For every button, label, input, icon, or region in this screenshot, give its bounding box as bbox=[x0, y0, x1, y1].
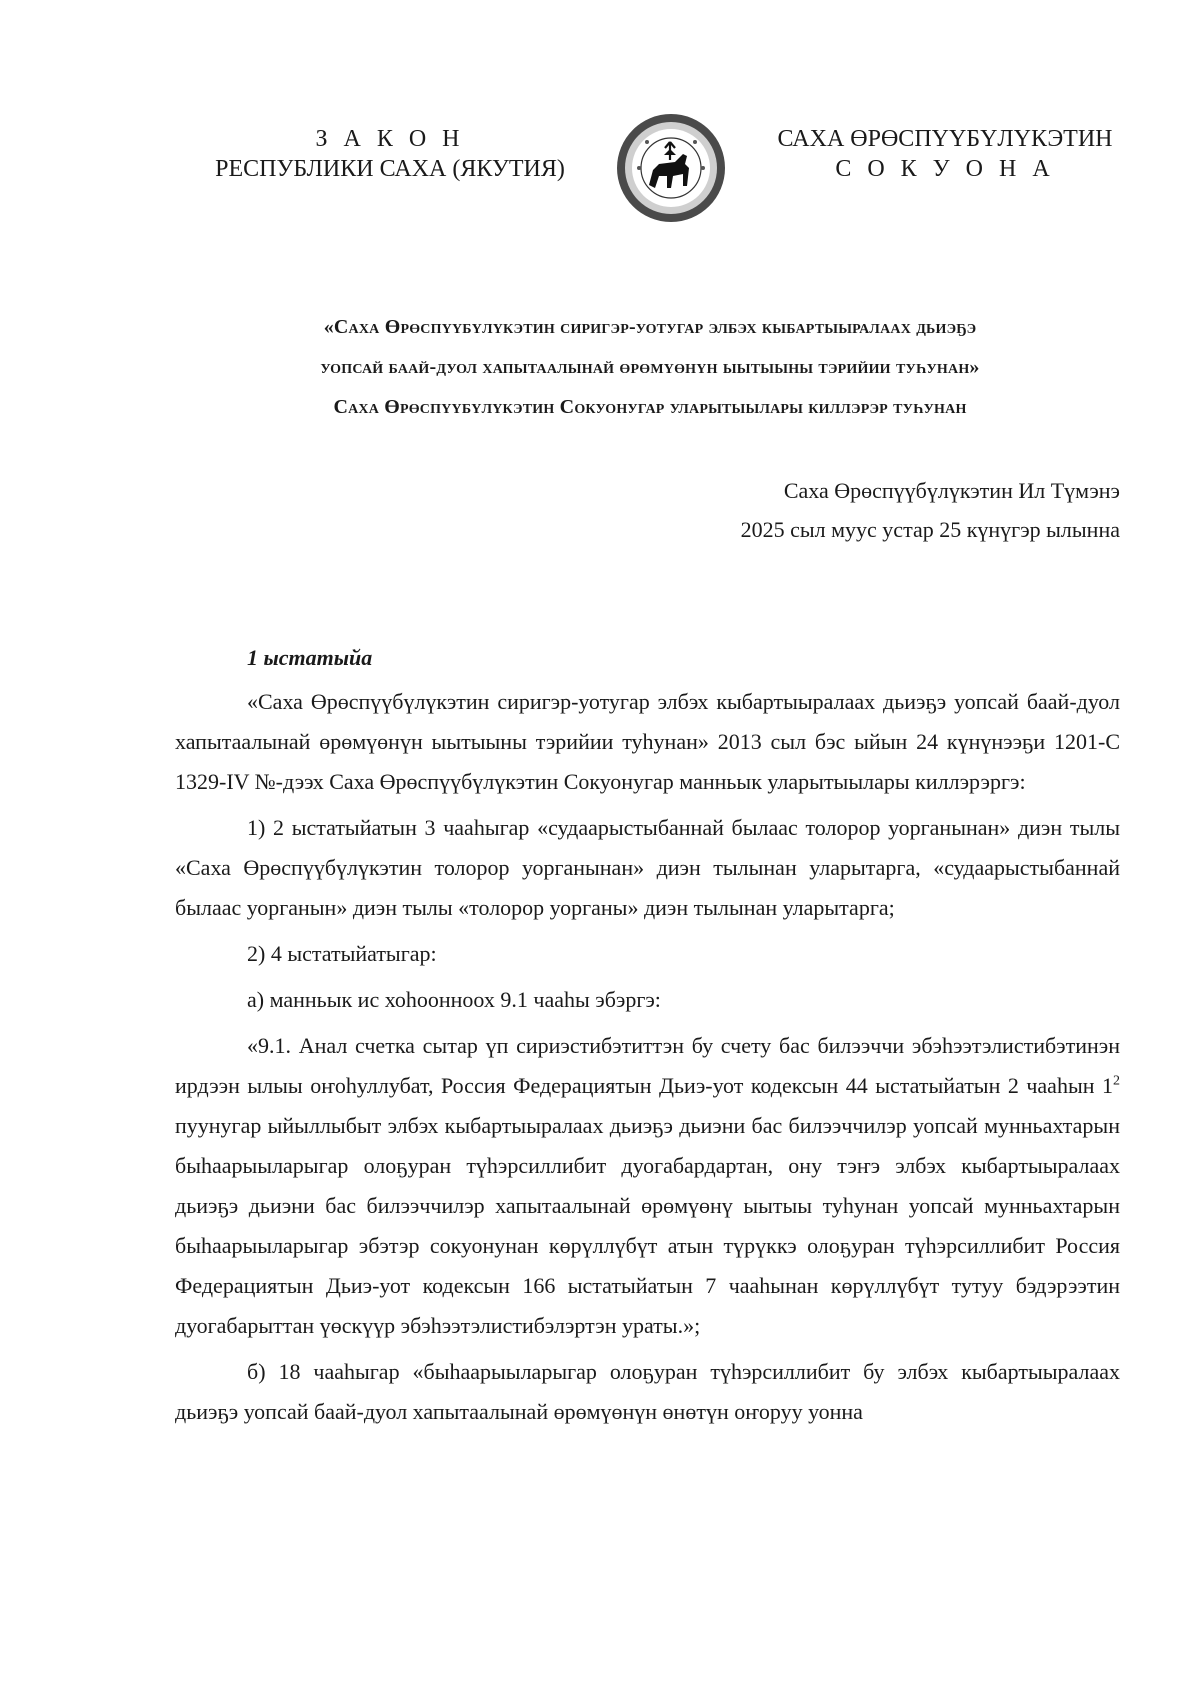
coat-of-arms-icon bbox=[615, 112, 727, 224]
article-paragraph: 2) 4 ыстатыйатыгар: bbox=[247, 941, 437, 966]
paragraph-text-after-superscript: пуунугар ыйыллыбыт элбэх кыбартыыралаах дьиэҕэ дьиэни бас билээччилэр уопсай мунньахтарын быһаарыыларыгар олоҕуран түһэрсиллибит дуогабардартан, ону тэҥэ элбэх кыбартыыралаах дьиэҕэ дьиэни бас билээччилэр хапытаалынай өрөмүөнү ыытыы туһунан уопсай мунньахтарын быһаарыыларыгар эбэтэр сокуонунан көрүллүбүт атын түрүккэ олоҕуран түһэрсиллибит Россия Федерациятын Дьиэ-уот кодексын 166 ыстатыйатын 7 чааһынан көрүллүбүт тутуу бэдэрээтин дуогабарыттан үөскүүр эбэһээтэлистибэлэртэн ураты.»; bbox=[175, 1113, 1120, 1338]
law-title bbox=[180, 307, 1120, 427]
paragraph-text-before-superscript: «9.1. Анал счетка сытар үп сириэстибэтиттэн бу счету бас билээччи эбэһээтэлистибэтинэн ирдээн ылыы оҥоһуллубат, Россия Федерациятын Дьиэ-уот кодексын 44 ыстатыйатын 2 чааһын 1 bbox=[175, 1033, 1120, 1098]
adoption-note bbox=[741, 471, 1120, 549]
article-paragraph: а) манньык ис хоһоонноох 9.1 чааһы эбэргэ: bbox=[247, 987, 661, 1012]
header-right-republic: САХА ӨРӨСПҮҮБҮЛҮКЭТИН bbox=[777, 126, 1113, 152]
adoption-date: 2025 сыл муус устар 25 күнүгэр ылынна bbox=[740, 517, 1120, 542]
superscript: 2 bbox=[1113, 1073, 1120, 1089]
adoption-body: Саха Өрөспүүбүлүкэтин Ил Түмэнэ bbox=[783, 478, 1120, 503]
article-paragraph: «Саха Өрөспүүбүлүкэтин сиригэр-уотугар элбэх кыбартыыралаах дьиэҕэ уопсай баай-дуол хапытаалынай өрөмүөнүн ыытыыны тэрийии туһунан» 2013 сыл бэс ыйын 24 күнүнээҕи 1201-С 1329-IV №-дээх Саха Өрөспүүбүлүкэтин Сокуонугар манньык уларытыылары киллэрэргэ: bbox=[175, 689, 1120, 794]
header-left-law-word: З А К О Н bbox=[315, 126, 465, 152]
article-paragraph-9-1 bbox=[175, 1026, 1120, 1346]
article-paragraph: б) 18 чааһыгар «быһаарыыларыгар олоҕуран түһэрсиллибит бу элбэх кыбартыыралаах дьиэҕэ уопсай баай-дуол хапытаалынай өрөмүөнүн өнөтүн оҥоруу уонна bbox=[175, 1359, 1120, 1424]
article-paragraph: 1) 2 ыстатыйатын 3 чааһыгар «судаарыстыбаннай былаас толорор уорганынан» диэн тылы «Саха Өрөспүүбүлүкэтин толорор уорганынан» диэн тылынан уларытарга, «судаарыстыбаннай былаас уорганын» диэн тылы «толорор уорганы» диэн тылынан уларытарга; bbox=[175, 815, 1120, 920]
article-heading: 1 ыстатыйа bbox=[247, 645, 373, 670]
law-title-line-2: уопсай баай-дуол хапытаалынай өрөмүөнүн ыытыыны тэрийии туһунан» bbox=[320, 356, 980, 378]
header-left bbox=[195, 124, 585, 184]
header-right-law-word: С О К У О Н А bbox=[835, 156, 1055, 182]
law-title-line-3: Саха Өрөспүүбүлүкэтин Сокуонугар уларытыылары киллэрэр туһунан bbox=[333, 396, 967, 418]
article-body bbox=[175, 682, 1120, 1438]
law-title-line-1: «Саха Өрөспүүбүлүкэтин сиригэр-уотугар элбэх кыбартыыралаах дьиэҕэ bbox=[323, 316, 977, 338]
header-left-republic: РЕСПУБЛИКИ САХА (ЯКУТИЯ) bbox=[215, 156, 565, 182]
header-right bbox=[770, 124, 1120, 184]
